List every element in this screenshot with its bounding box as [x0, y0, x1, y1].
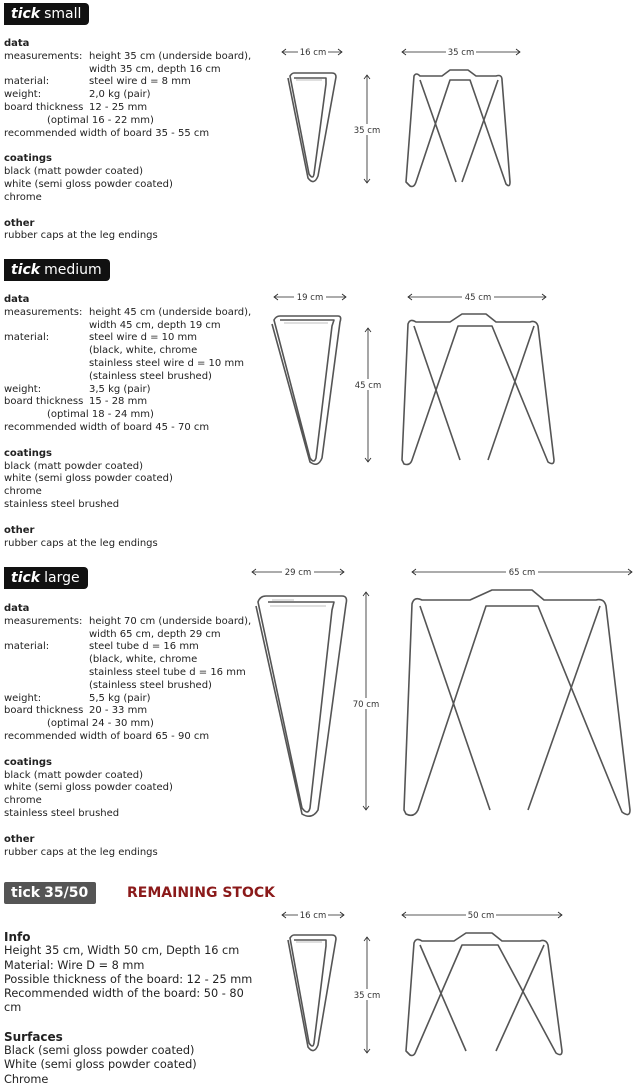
badge-brand: tick [11, 6, 41, 22]
recommended-width: recommended width of board 45 - 70 cm [4, 421, 210, 433]
spec-row: width 45 cm, depth 19 cm [89, 319, 221, 331]
badge-brand: tick [11, 885, 41, 901]
specs-large [4, 603, 251, 859]
dim-depth-label: 16 cm [299, 911, 327, 921]
other-heading: other [4, 524, 35, 536]
info-line: Height 35 cm, Width 50 cm, Depth 16 cm [4, 944, 240, 958]
front-view-leg [406, 70, 510, 187]
dim-width-label: 35 cm [447, 48, 475, 58]
other-item: rubber caps at the leg endings [4, 230, 158, 242]
specs-medium [4, 294, 251, 550]
dim-width-label: 45 cm [464, 293, 492, 303]
data-heading: data [4, 603, 30, 614]
product-badge-small [4, 3, 89, 25]
remaining-stock-banner: REMAINING STOCK [127, 885, 275, 901]
spec-row: measurements: height 45 cm (underside board), [4, 306, 252, 318]
side-view-leg [256, 596, 347, 816]
drawing-large [248, 564, 640, 814]
spec-row: measurements: height 70 cm (underside board), [4, 615, 252, 627]
data-heading: data [4, 38, 30, 49]
coating-item: white (semi gloss powder coated) [4, 473, 173, 485]
optimal-thickness: (optimal 18 - 24 mm) [47, 409, 154, 421]
other-item: rubber caps at the leg endings [4, 537, 158, 549]
front-view-leg [406, 933, 562, 1056]
section-tick-small [0, 0, 640, 250]
other-item: rubber caps at the leg endings [4, 846, 158, 858]
spec-row: stainless steel tube d = 16 mm [89, 666, 246, 678]
drawing-medium [262, 290, 592, 470]
spec-row: material: steel wire d = 8 mm [4, 76, 191, 88]
spec-row: board thickness 15 - 28 mm [4, 396, 148, 408]
spec-row: material: steel tube d = 16 mm [4, 641, 199, 653]
coating-item: stainless steel brushed [4, 807, 120, 819]
surface-item: Black (semi gloss powder coated) [4, 1044, 195, 1058]
section-tick-stock [0, 875, 640, 1088]
surfaces-heading: Surfaces [4, 1029, 63, 1044]
coating-item: chrome [4, 486, 42, 498]
coating-item: white (semi gloss powder coated) [4, 178, 173, 190]
badge-size: 35/50 [44, 885, 89, 901]
dim-depth-label: 29 cm [284, 568, 312, 578]
specs-small [4, 38, 251, 243]
badge-brand: tick [11, 262, 41, 278]
optimal-thickness: (optimal 16 - 22 mm) [47, 114, 154, 126]
spec-row: weight: 3,5 kg (pair) [4, 383, 151, 395]
spec-row: board thickness 12 - 25 mm [4, 101, 148, 113]
surface-item: White (semi gloss powder coated) [4, 1058, 197, 1072]
coating-item: black (matt powder coated) [4, 166, 144, 178]
badge-brand: tick [11, 570, 41, 586]
other-heading: other [4, 833, 35, 845]
product-badge-large [4, 567, 88, 589]
info-line: cm [4, 1001, 22, 1015]
dim-height-label: 70 cm [352, 700, 380, 710]
coating-item: chrome [4, 795, 42, 807]
spec-row: (stainless steel brushed) [89, 370, 212, 382]
section-tick-medium [0, 255, 640, 555]
side-view-leg [272, 316, 341, 464]
coating-item: black (matt powder coated) [4, 460, 144, 472]
coatings-heading: coatings [4, 756, 52, 768]
product-badge-stock [4, 882, 96, 904]
coatings-heading: coatings [4, 153, 52, 165]
badge-size: large [44, 570, 80, 586]
spec-row: measurements: height 35 cm (underside board), [4, 50, 252, 62]
optimal-thickness: (optimal 24 - 30 mm) [47, 718, 154, 730]
section-tick-large [0, 560, 640, 870]
info-heading: Info [4, 930, 31, 944]
dim-depth-label: 19 cm [296, 293, 324, 303]
info-stock [4, 930, 252, 1087]
other-heading: other [4, 217, 35, 229]
drawing-stock [270, 907, 590, 1057]
coatings-heading: coatings [4, 447, 52, 459]
side-view-leg [288, 73, 336, 182]
recommended-width: recommended width of board 65 - 90 cm [4, 730, 210, 742]
dim-height-label: 35 cm [353, 991, 381, 1001]
side-view-leg [288, 935, 336, 1051]
badge-size: medium [44, 262, 102, 278]
front-view-leg [404, 590, 630, 815]
spec-row: (stainless steel brushed) [89, 679, 212, 691]
spec-row: width 65 cm, depth 29 cm [89, 628, 221, 640]
info-line: Possible thickness of the board: 12 - 25 mm [4, 972, 253, 986]
spec-row: (black, white, chrome [89, 345, 198, 357]
spec-row: (black, white, chrome [89, 654, 198, 666]
recommended-width: recommended width of board 35 - 55 cm [4, 127, 210, 139]
badge-size: small [44, 6, 82, 22]
spec-row: width 35 cm, depth 16 cm [89, 63, 221, 75]
dim-height-label: 45 cm [354, 381, 382, 391]
spec-row: board thickness 20 - 33 mm [4, 705, 148, 717]
product-badge-medium [4, 259, 110, 281]
spec-row: stainless steel wire d = 10 mm [89, 357, 244, 369]
data-heading: data [4, 294, 30, 305]
surface-item: Chrome [4, 1072, 49, 1086]
spec-row: weight: 5,5 kg (pair) [4, 692, 151, 704]
coating-item: stainless steel brushed [4, 498, 120, 510]
info-line: Recommended width of the board: 50 - 80 [4, 987, 244, 1001]
dim-width-label: 50 cm [467, 911, 495, 921]
spec-row: weight: 2,0 kg (pair) [4, 89, 151, 101]
dim-height-label: 35 cm [353, 126, 381, 136]
dim-width-label: 65 cm [508, 568, 536, 578]
coating-item: chrome [4, 191, 42, 203]
drawing-small [270, 40, 540, 190]
spec-row: material: steel wire d = 10 mm [4, 332, 198, 344]
dim-depth-label: 16 cm [299, 48, 327, 58]
info-line: Material: Wire D = 8 mm [4, 958, 145, 972]
coating-item: black (matt powder coated) [4, 769, 144, 781]
coating-item: white (semi gloss powder coated) [4, 782, 173, 794]
